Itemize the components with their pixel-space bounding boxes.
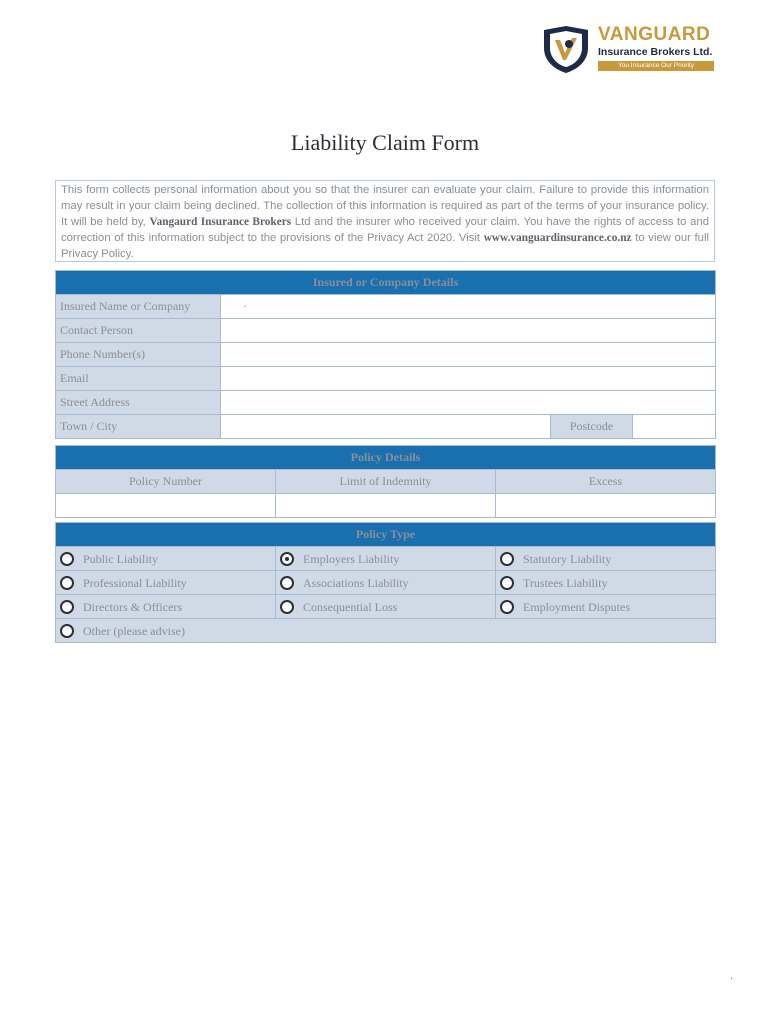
insured-details-heading: Insured or Company Details [56, 271, 716, 295]
option-employers-liability[interactable] [276, 547, 496, 571]
option-employment-disputes[interactable] [496, 595, 716, 619]
shield-logo-icon [540, 24, 592, 74]
radio-button-icon[interactable] [60, 624, 74, 638]
option-label: Trustees Liability [523, 575, 608, 590]
email-label: Email [56, 367, 221, 391]
contact-person-label: Contact Person [56, 319, 221, 343]
notice-text-1: This form collects personal information about you so that the insurer can evaluate your claim. Failure to provide this information may result in your claim being declined. The collection of this information is required as part of the terms of your insurance policy. It will be held by, [61, 184, 709, 228]
excess-field[interactable] [496, 494, 716, 518]
vanguard-logo [540, 22, 720, 74]
street-address-label: Street Address [56, 391, 221, 415]
policy-type-table [55, 522, 716, 643]
radio-button-icon[interactable] [280, 576, 294, 590]
radio-button-icon[interactable] [500, 600, 514, 614]
notice-text-3: to view our full Privacy Policy. [61, 232, 709, 260]
excess-label: Excess [496, 470, 716, 494]
option-public-liability[interactable] [56, 547, 276, 571]
option-label: Employers Liability [303, 551, 400, 566]
page-mark: ' [731, 976, 733, 985]
policy-details-heading: Policy Details [56, 446, 716, 470]
option-label: Professional Liability [83, 575, 187, 590]
street-address-field[interactable] [221, 391, 716, 415]
option-label: Directors & Officers [83, 599, 183, 614]
option-statutory-liability[interactable] [496, 547, 716, 571]
option-other[interactable] [56, 619, 716, 643]
insured-name-label: Insured Name or Company [56, 295, 221, 319]
radio-button-icon[interactable] [500, 576, 514, 590]
phone-field[interactable] [221, 343, 716, 367]
radio-button-icon[interactable] [60, 576, 74, 590]
postcode-label: Postcode [551, 415, 633, 439]
limit-of-indemnity-label: Limit of Indemnity [276, 470, 496, 494]
policy-details-table [55, 445, 716, 518]
radio-button-icon[interactable] [60, 552, 74, 566]
town-city-field[interactable] [221, 415, 551, 439]
option-associations-liability[interactable] [276, 571, 496, 595]
radio-button-icon[interactable] [500, 552, 514, 566]
radio-button-icon[interactable] [280, 600, 294, 614]
email-field[interactable] [221, 367, 716, 391]
option-consequential-loss[interactable] [276, 595, 496, 619]
policy-number-field[interactable] [56, 494, 276, 518]
radio-button-icon[interactable] [280, 552, 294, 566]
option-label: Associations Liability [303, 575, 409, 590]
option-directors-officers[interactable] [56, 595, 276, 619]
policy-type-heading: Policy Type [56, 523, 716, 547]
policy-number-label: Policy Number [56, 470, 276, 494]
insured-name-field[interactable]: · [221, 295, 716, 319]
radio-button-icon[interactable] [60, 600, 74, 614]
logo-subtitle: Insurance Brokers Ltd. [598, 46, 713, 58]
option-label: Employment Disputes [523, 599, 630, 614]
insured-details-table [55, 270, 716, 439]
option-trustees-liability[interactable] [496, 571, 716, 595]
notice-text-2: Ltd and the insurer who received your claim. You have the rights of access to and correction of this information subject to the provisions of the Privacy Act 2020. Visit [61, 216, 709, 244]
limit-of-indemnity-field[interactable] [276, 494, 496, 518]
option-label: Other (please advise) [83, 623, 185, 638]
logo-tagline: You Insurance Our Priority [598, 61, 714, 71]
option-label: Consequential Loss [303, 599, 398, 614]
option-label: Statutory Liability [523, 551, 612, 566]
contact-person-field[interactable] [221, 319, 716, 343]
phone-label: Phone Number(s) [56, 343, 221, 367]
logo-name: VANGUARD [598, 24, 711, 45]
page-title: Liability Claim Form [290, 130, 480, 155]
broker-name: Vangaurd Insurance Brokers [149, 216, 292, 228]
postcode-field[interactable] [633, 415, 716, 439]
website-link[interactable]: www.vanguardinsurance.co.nz [483, 232, 632, 244]
option-label: Public Liability [83, 551, 158, 566]
town-city-label: Town / City [56, 415, 221, 439]
privacy-notice [55, 180, 715, 262]
option-professional-liability[interactable] [56, 571, 276, 595]
